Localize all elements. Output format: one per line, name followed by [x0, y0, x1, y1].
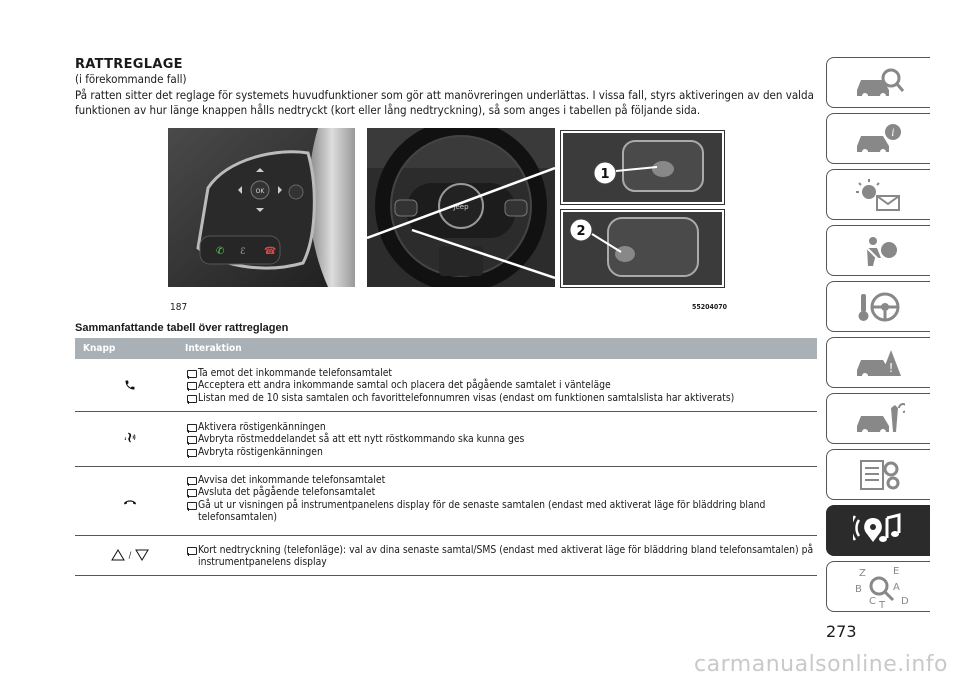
figure-number: 187 — [170, 302, 188, 313]
page-number: 273 — [826, 622, 857, 641]
callout-1-label: 1 — [600, 167, 610, 182]
figure-code: 55204070 — [692, 303, 728, 311]
callout-2-detail-photo — [561, 210, 724, 287]
table-row — [75, 467, 817, 536]
controls-table — [75, 338, 817, 576]
header-interaktion: Interaktion — [185, 343, 242, 354]
list-item: Acceptera ett andra inkommande samtal och placera det pågående samtalet i vänteläge — [185, 379, 817, 391]
tab-car-info[interactable] — [826, 113, 930, 164]
index-letter: T — [878, 599, 885, 610]
interaction-cell — [185, 467, 817, 535]
tab-emergency[interactable] — [826, 337, 930, 388]
section-subtitle: (i förekommande fall) — [75, 72, 187, 86]
svg-text:ℰ: ℰ — [240, 247, 246, 257]
ok-button-label: OK — [255, 188, 265, 195]
table-header — [75, 338, 817, 359]
intro-paragraph: På ratten sitter det reglage för systemets huvudfunktioner som gör att manövreringen underlättas. I vissa fall, styrs aktiveringen av den valda funktionen av hur länge knappen hålls nedtryckt (kort eller lång nedtryckning), så som anges i tabellen på följande sida. — [75, 88, 814, 117]
button-cell — [75, 359, 185, 411]
table-row — [75, 359, 817, 412]
tab-maintenance[interactable] — [826, 393, 930, 444]
button-cell — [75, 467, 185, 535]
list-item: Listan med de 10 sista samtalen och favorittelefonnumren visas (endast om funktionen samtalslista har aktiverats) — [185, 392, 817, 404]
button-cell — [75, 536, 185, 575]
section-title: RATTREGLAGE — [75, 57, 183, 72]
interaction-cell — [185, 412, 817, 466]
list-item: Ta emot det inkommande telefonsamtalet — [185, 367, 817, 379]
index-letter: A — [892, 581, 900, 593]
tab-warning-lights[interactable] — [826, 169, 930, 220]
car-search-icon — [853, 66, 905, 100]
button-cell — [75, 412, 185, 466]
table-row — [75, 536, 817, 576]
list-item: Avvisa det inkommande telefonsamtalet — [185, 474, 817, 486]
tab-car-search[interactable] — [826, 57, 930, 108]
svg-text:☎: ☎ — [264, 246, 277, 257]
voice-command-icon — [123, 430, 137, 449]
svg-text:!: ! — [888, 360, 893, 375]
callout-2-label: 2 — [576, 224, 586, 239]
spec-sheet-gears-icon — [853, 458, 905, 492]
tab-index[interactable] — [826, 561, 930, 612]
table-title: Sammanfattande tabell över rattreglagen — [75, 322, 289, 334]
down-arrow-icon — [135, 546, 149, 565]
tab-multimedia[interactable] — [826, 505, 930, 556]
table-row — [75, 412, 817, 467]
chapter-tabs — [826, 57, 930, 617]
svg-text:i: i — [890, 127, 895, 139]
up-arrow-icon — [111, 546, 125, 565]
header-knapp: Knapp — [83, 343, 116, 354]
watermark: carmanualsonline.info — [694, 652, 948, 677]
list-item: Avbryta röstmeddelandet så att ett nytt röstkommando ska kunna ges — [185, 433, 817, 445]
steering-wheel-key-icon — [853, 290, 905, 324]
list-item: Avbryta röstigenkänningen — [185, 446, 817, 458]
index-letter: C — [868, 595, 876, 607]
callout-1-detail-photo — [561, 131, 724, 204]
car-tools-icon — [853, 402, 905, 436]
index-letter: B — [854, 583, 862, 595]
index-alphabet-icon — [849, 564, 909, 610]
svg-text:✆: ✆ — [216, 246, 225, 257]
tab-technical-data[interactable] — [826, 449, 930, 500]
warning-light-mail-icon — [853, 178, 905, 212]
list-item: Gå ut ur visningen på instrumentpanelens display för de senaste samtalen (endast med aktiverat läge för bläddring bland telefonsamtalen) — [185, 499, 817, 524]
wheel-logo: Jeep — [453, 203, 469, 211]
index-letter: E — [892, 565, 899, 577]
index-letter: Z — [858, 567, 866, 579]
arrow-separator: / — [128, 550, 132, 561]
tab-safety[interactable] — [826, 225, 930, 276]
index-letter: D — [900, 595, 909, 607]
multimedia-icon — [853, 512, 905, 550]
interaction-cell — [185, 359, 817, 411]
phone-answer-icon — [124, 376, 136, 395]
interaction-cell — [185, 536, 817, 575]
car-accident-icon — [853, 346, 905, 380]
list-item: Aktivera röstigenkänningen — [185, 421, 817, 433]
car-info-icon — [853, 122, 905, 156]
phone-hangup-icon — [123, 492, 137, 511]
list-item: Avsluta det pågående telefonsamtalet — [185, 486, 817, 498]
tab-starting-driving[interactable] — [826, 281, 930, 332]
steering-wheel-overview-photo — [367, 128, 555, 287]
steering-controls-closeup-photo — [168, 128, 355, 287]
airbag-seatbelt-icon — [853, 234, 905, 268]
list-item: Kort nedtryckning (telefonläge): val av dina senaste samtal/SMS (endast med aktiverat läge för bläddring bland telefonsamtalen) på instrumentpanelens display — [185, 544, 817, 569]
